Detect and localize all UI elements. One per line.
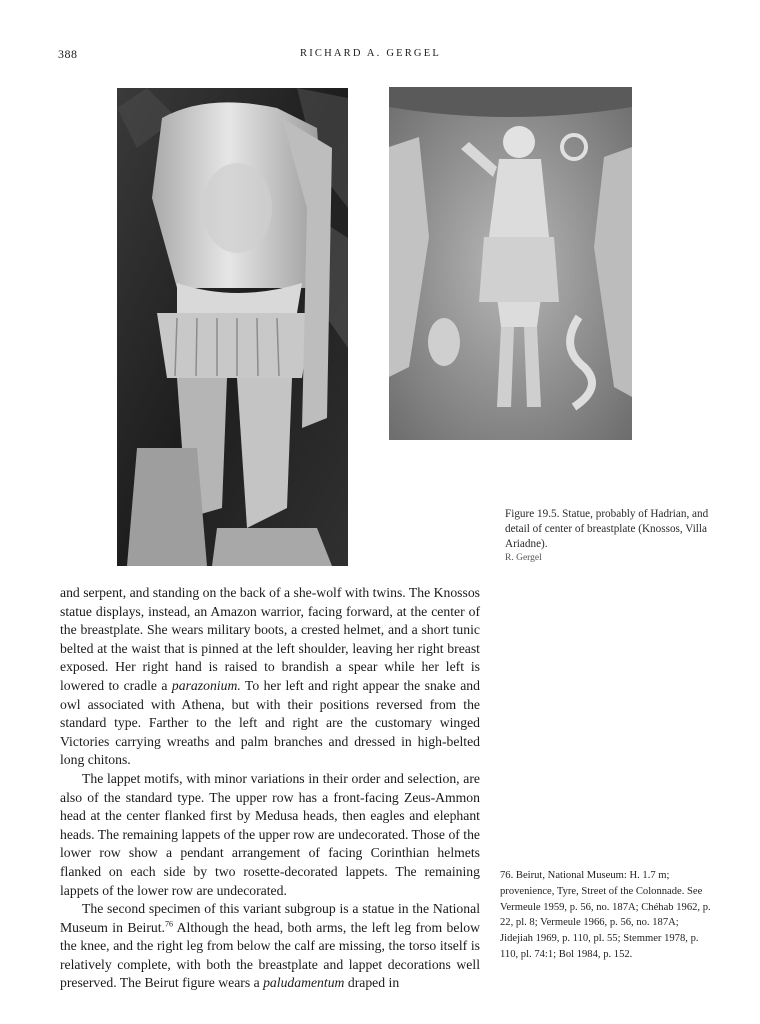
parazonium-term: parazonium. — [171, 677, 241, 693]
paragraph-1-end: To her left and right appear the snake and owl associated with Athena, but with their positions reversed from the standard type. Farther to the left and right are the customary winged Victories carrying wreaths and palm branches and dressed in high-belted long chitons. — [60, 677, 480, 768]
paragraph-1 — [60, 584, 480, 770]
paragraph-3-mid: Although the head, both arms, the left leg from below the knee, and the right leg from below the calf are missing, the torso itself is relatively complete, with both the breastplate and lappet decorations well preserved. The Beirut figure wears a — [60, 919, 480, 991]
body-text — [60, 584, 480, 993]
breastplate-detail-photo — [389, 87, 632, 440]
footnote-76: 76. Beirut, National Museum: H. 1.7 m; provenience, Tyre, Street of the Colonnade. See Vermeule 1959, p. 56, no. 187A; Chéhab 1962, p. 22, pl. 8; Vermeule 1966, p. 56, no. 187A; Jidejiah 1969, p. 110, pl. 55; Stemmer 1978, p. 110, pl. 74:1; Bol 1984, p. 152. — [500, 870, 711, 960]
running-head: RICHARD A. GERGEL — [300, 48, 441, 59]
page-number: 388 — [58, 47, 78, 61]
paragraph-2: The lappet motifs, with minor variations in their order and selection, are also of the standard type. The upper row has a front-facing Zeus-Ammon head at the center flanked first by Medusa heads, then eagles and elephant heads. The remaining lappets of the upper row are undecorated. Those of the lower row show a pendant arrangement of facing Corinthian helmets flanked on each side by two rosette-decorated lappets. The remaining lappets of the lower row are undecorated. — [60, 770, 480, 898]
paludamentum-term: paludamentum — [263, 975, 345, 991]
figure-caption-text: Figure 19.5. Statue, probably of Hadrian, and detail of center of breastplate (Knossos, Villa Ariadne). — [505, 508, 709, 550]
paragraph-3 — [60, 900, 480, 993]
footnote-reference: 76 — [164, 919, 173, 929]
statue-photo — [117, 88, 348, 566]
paragraph-3-start: The second specimen of this variant subgroup is a statue in the National Museum in Beirut. — [60, 901, 480, 935]
figure-caption — [505, 507, 715, 565]
paragraph-1-text: and serpent, and standing on the back of a she-wolf with twins. The Knossos statue displays, instead, an Amazon warrior, facing forward, at the center of the breastplate. She wears military boots, a crested helmet, and a short tunic belted at the waist that is pinned at the left shoulder, leaving her right breast exposed. Her right hand is raised to brandish a spear while her left is lowered to cradle a — [60, 585, 480, 693]
paragraph-3-end: draped in — [344, 975, 400, 991]
figure-credit: R. Gergel — [505, 553, 542, 563]
